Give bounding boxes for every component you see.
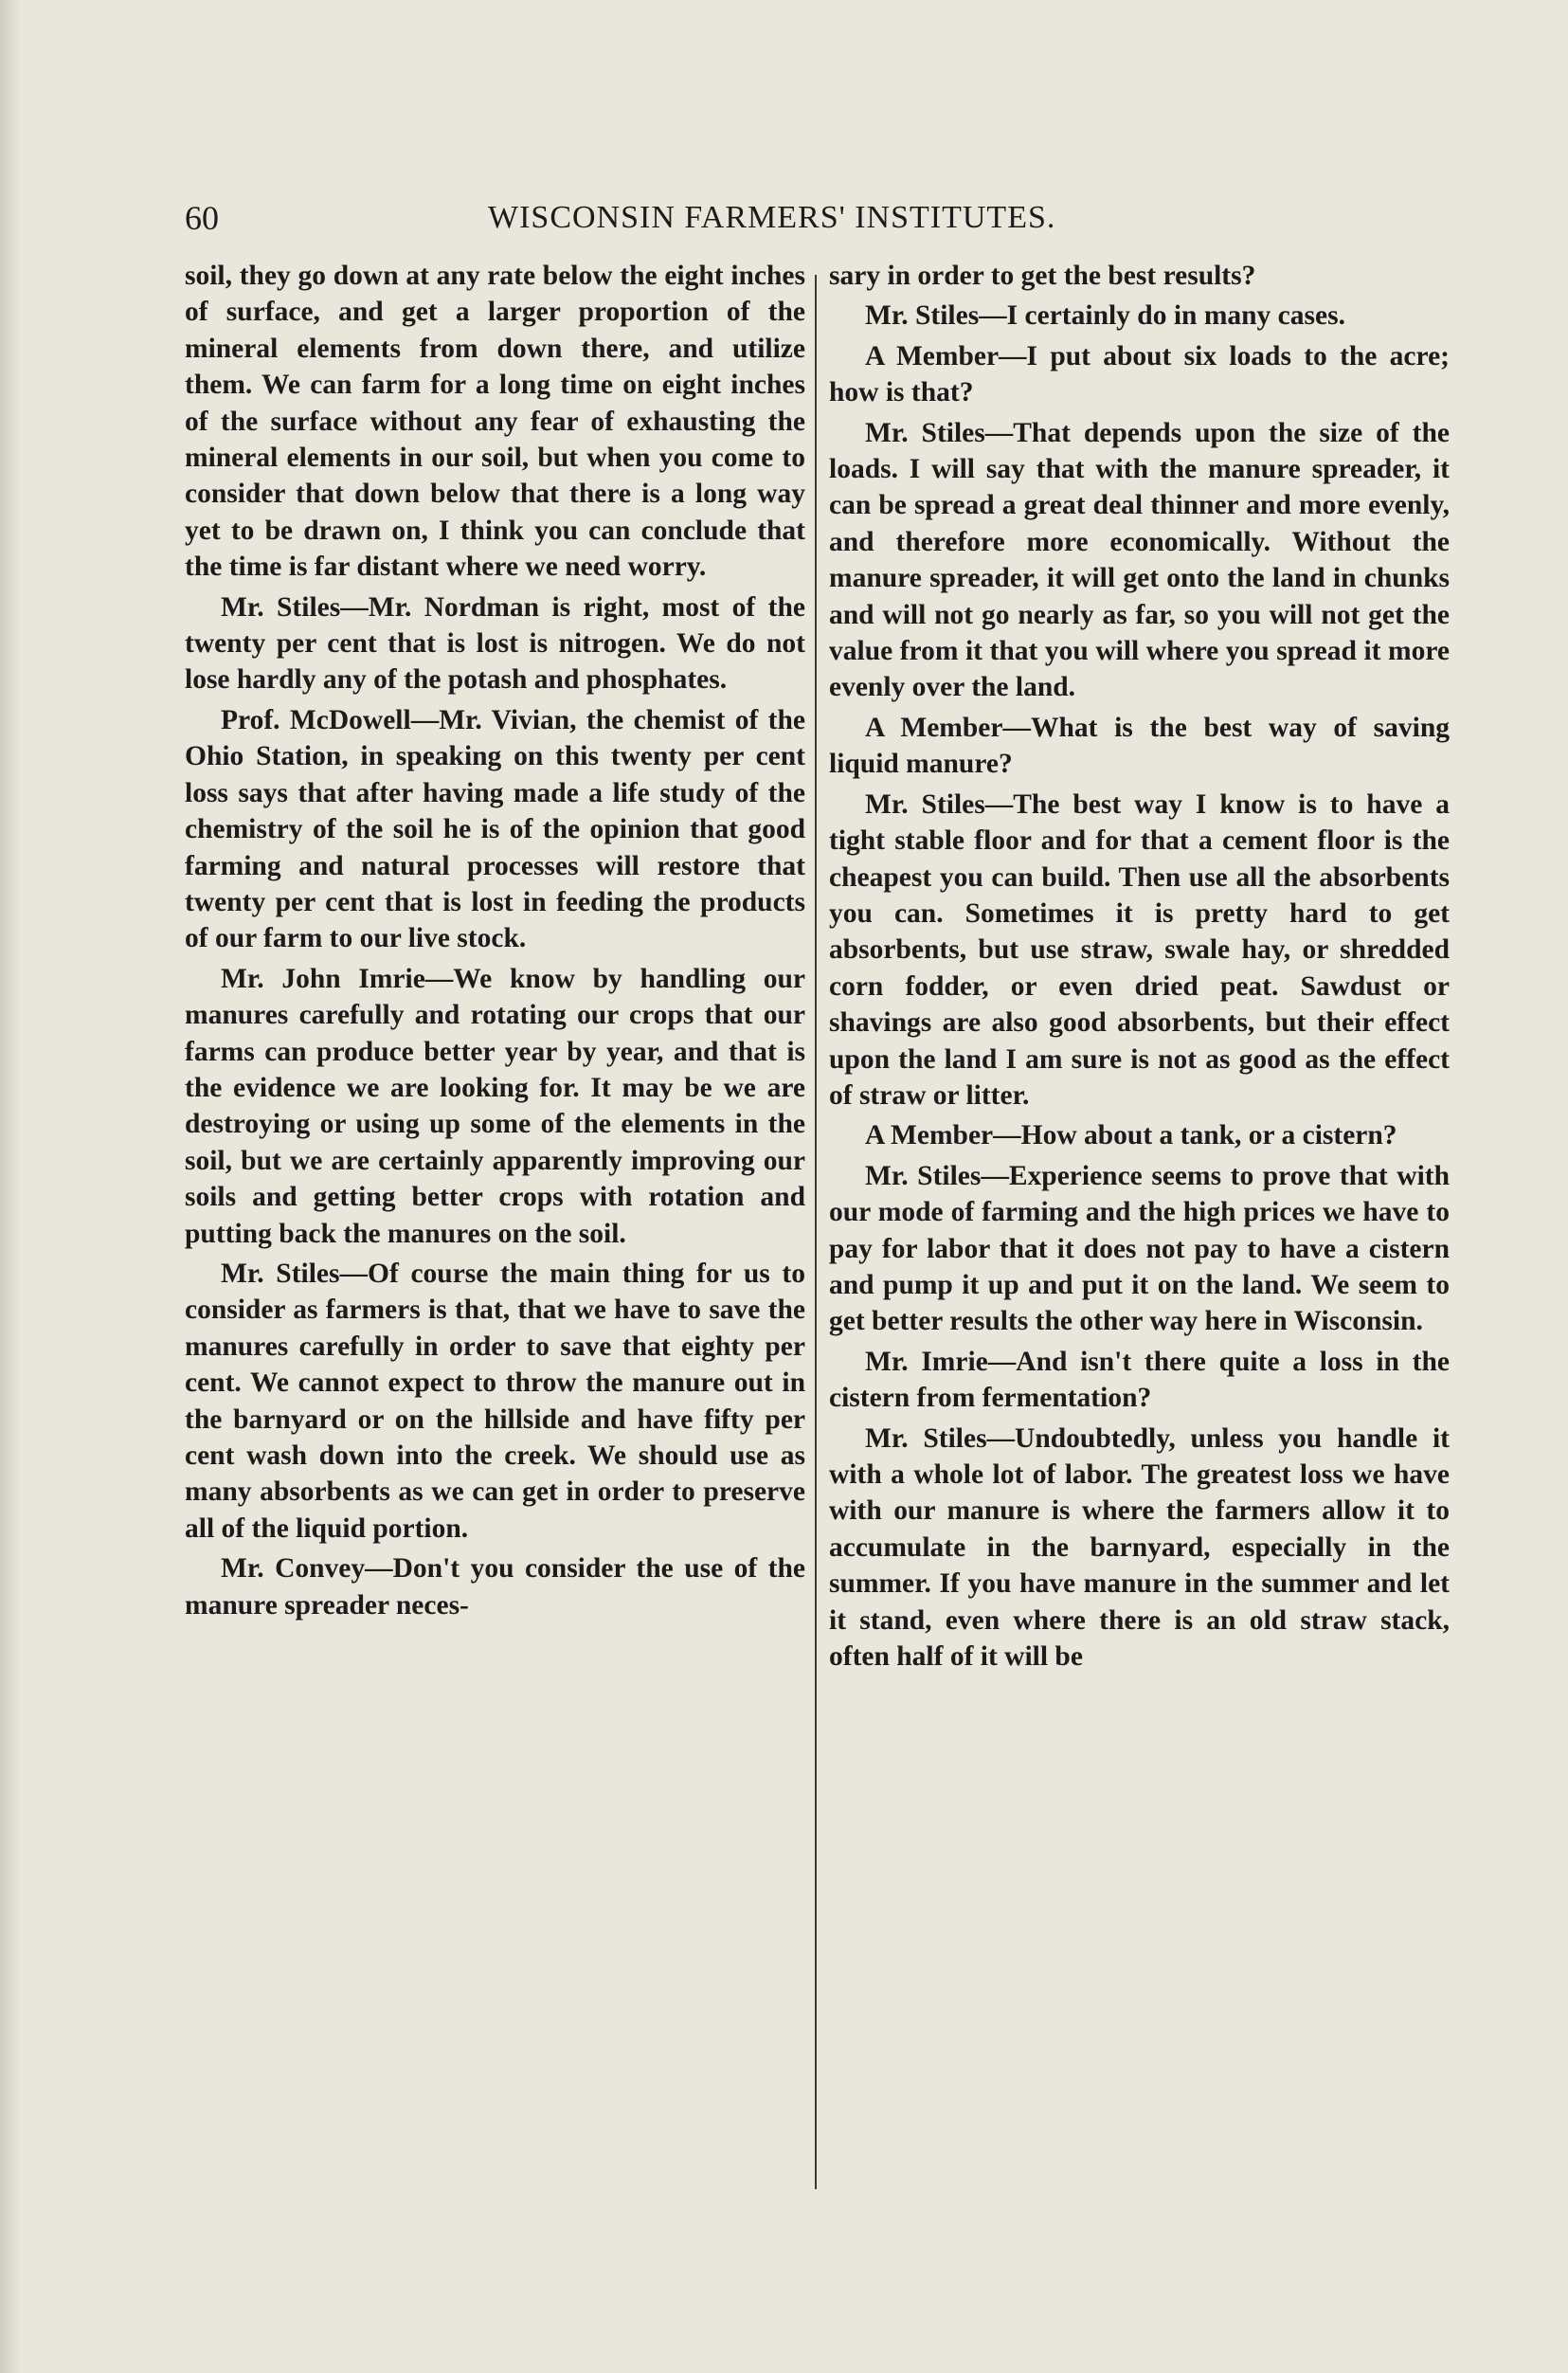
- paragraph: Mr. Stiles—That depends upon the size of the loads. I will say that with the manure spreader, it can be spread a great deal thinner and more evenly, and therefore more economically. Without the manure spreader, it will get onto the land in chunks and will not go nearly as far, so you will not get the value from it that you will where you spread it more evenly over the land.: [829, 417, 1450, 703]
- paragraph: A Member—What is the best way of saving liquid manure?: [829, 712, 1450, 780]
- column-divider: [815, 275, 817, 2189]
- paragraph: Prof. McDowell—Mr. Vivian, the chemist of the Ohio Station, in speaking on this twenty per cent loss says that after having made a life study of the chemistry of the soil he is of the opinion that good farming and natural processes will restore that twenty per cent that is lost in feeding the products of our farm to our live stock.: [185, 704, 805, 954]
- paragraph: Mr. Stiles—Of course the main thing for us to consider as farmers is that, that we have to save the manures carefully in order to save that eighty per cent. We cannot expect to throw the manure out in the barnyard or on the hillside and have fifty per cent wash down into the creek. We should use as many absorbents as we can get in order to preserve all of the liquid portion.: [185, 1258, 805, 1544]
- paragraph: Mr. Imrie—And isn't there quite a loss in the cistern from fermentation?: [829, 1346, 1450, 1414]
- running-head: WISCONSIN FARMERS' INSTITUTES.: [488, 200, 1056, 235]
- paragraph: Mr. Stiles—Mr. Nordman is right, most of the twenty per cent that is lost is nitrogen. We do not lose hardly any of the potash and phosphates.: [185, 591, 805, 696]
- paragraph: soil, they go down at any rate below the eight inches of surface, and get a larger proportion of the mineral elements from down there, and utilize them. We can farm for a long time on eight inches of the surface without any fear of exhausting the mineral elements in our soil, but when you come to consider that down below that there is a long way yet to be drawn on, I think you can conclude that the time is far distant where we need worry.: [185, 261, 805, 583]
- page-number: 60: [185, 199, 219, 237]
- paragraph: Mr. Convey—Don't you consider the use of the manure spreader neces-: [185, 1553, 805, 1621]
- paragraph: Mr. John Imrie—We know by handling our manures carefully and rotating our crops that our farms can produce better year by year, and that is the evidence we are looking for. It may be we are destroying or using up some of the elements in the soil, but we are certainly apparently improving our soils and getting better crops with rotation and putting back the manures on the soil.: [185, 963, 805, 1249]
- paragraph: A Member—How about a tank, or a cistern?: [865, 1120, 1397, 1151]
- page-edge-shadow: [0, 0, 21, 2373]
- paragraph: sary in order to get the best results?: [829, 261, 1256, 291]
- paragraph: Mr. Stiles—Undoubtedly, unless you handle it with a whole lot of labor. The greatest loss we have with our manure is where the farmers allow it to accumulate in the barnyard, especially in the summer. If you have manure in the summer and let it stand, even where there is an old straw stack, often half of it will be: [829, 1422, 1450, 1673]
- left-column: [185, 258, 805, 1627]
- paragraph: Mr. Stiles—I certainly do in many cases.: [865, 300, 1345, 332]
- paragraph: Mr. Stiles—The best way I know is to have a tight stable floor and for that a cement floor is the cheapest you can build. Then use all the absorbents you can. Sometimes it is pretty hard to get absorbents, but use straw, swale hay, or shredded corn fodder, or even dried peat. Sawdust or shavings are also good absorbents, but their effect upon the land I am sure is not as good as the effect of straw or litter.: [829, 788, 1450, 1111]
- paragraph: Mr. Stiles—Experience seems to prove that with our mode of farming and the high prices we have to pay for labor that it does not pay to have a cistern and pump it up and put it on the land. We seem to get better results the other way here in Wisconsin.: [829, 1160, 1450, 1337]
- page-header: [185, 190, 1450, 246]
- right-column: [829, 258, 1450, 1678]
- paragraph: A Member—I put about six loads to the acre; how is that?: [829, 340, 1450, 408]
